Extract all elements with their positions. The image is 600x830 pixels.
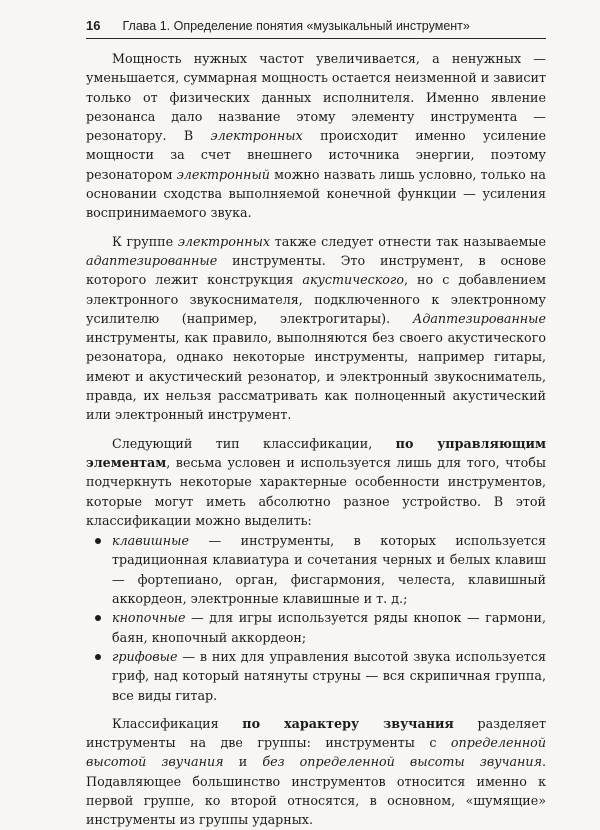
- italic-term: Адаптезированные: [412, 310, 546, 326]
- text-run: . Подавляющее большинство инструментов относится именно к первой группе, ко второй относятся, в основном, «шумящие» инструменты из группы ударных.: [86, 754, 547, 828]
- list-text: — в них для управления высотой звука используется гриф, над который натянуты струны — вся скрипичная группа, все виды гитар.: [112, 648, 546, 703]
- italic-term: адаптезированные: [86, 252, 218, 268]
- list-item: [86, 608, 546, 647]
- page-number: 16: [86, 18, 101, 33]
- paragraph-controls: [86, 434, 546, 530]
- italic-term: электронный: [176, 166, 270, 182]
- bullet-list: [86, 531, 546, 705]
- text-run: Мощность нужных частот увеличивается, а ненужных — уменьшается, суммарная мощность остается неизменной и зависит только от физических данных исполнителя. Именно явление резонанса дало название этому элементу инструмента — резонатору. В: [86, 51, 546, 144]
- bold-term: по управляющим элементам: [86, 435, 546, 470]
- text-run: разделяет инструменты на две группы: инструменты с: [86, 715, 546, 751]
- italic-term: электронных: [177, 233, 271, 249]
- paragraph-resonance: [86, 49, 546, 223]
- italic-term: без определенной высоты звучания: [262, 754, 542, 770]
- text-run: и: [223, 754, 263, 770]
- text-run: также следует отнести так называемые: [270, 233, 547, 249]
- running-header: [86, 18, 546, 39]
- text-run: К группе: [112, 233, 178, 249]
- bold-term: по характеру звучания: [242, 715, 454, 731]
- list-text: — инструменты, в которых используется традиционная клавиатура и сочетания черных и белых клавиш — фортепиано, орган, фисгармония, челеста, клавишный аккордеон, электронные клавишные и т. д.;: [112, 533, 546, 607]
- text-run: инструменты, как правило, выполняются без своего акустического резонатора, однако некоторые инструменты, например гитары, имеют и акустический резонатор, и электронный звукосниматель, правда, их нельзя рассматривать как полноценный акустический или электронный инструмент.: [86, 330, 546, 423]
- chapter-title: Глава 1. Определение понятия «музыкальный инструмент»: [122, 19, 470, 33]
- paragraph-adapted: [86, 232, 546, 425]
- italic-term: акустического: [302, 272, 404, 288]
- list-text: — для игры используется ряды кнопок — гармони, баян, кнопочный аккордеон;: [112, 610, 546, 645]
- list-item: [86, 647, 546, 705]
- text-run: , весьма условен и используется лишь для того, чтобы подчеркнуть некоторые характерные особенности инструментов, которые могут иметь абсолютно разное устройство. В этой классификации можно выделить:: [86, 454, 546, 528]
- paragraph-sound: [86, 714, 546, 830]
- text-run: можно назвать лишь условно, только на основании сходства выполняемой конечной функции — усиления воспринимаемого звука.: [86, 166, 546, 221]
- list-term: клавишные: [112, 533, 189, 549]
- text-run: инструменты. Это инструмент, в основе которого лежит конструкция: [86, 252, 546, 288]
- text-run: происходит именно усиление мощности за счет внешнего источника энергии, поэтому резонатором: [86, 128, 546, 182]
- text-run: Следующий тип классификации,: [112, 435, 396, 451]
- list-term: грифовые: [112, 648, 178, 664]
- list-term: кнопочные: [112, 610, 186, 626]
- text-run: , но с добавлением электронного звукоснимателя, подключенного к электронному усилителю (например, электрогитары).: [86, 272, 546, 326]
- italic-term: определенной высотой звучания: [86, 735, 546, 770]
- text-run: Классификация: [112, 715, 243, 731]
- italic-term: электронных: [210, 128, 303, 144]
- body-text: [86, 49, 546, 830]
- list-item: [86, 531, 546, 608]
